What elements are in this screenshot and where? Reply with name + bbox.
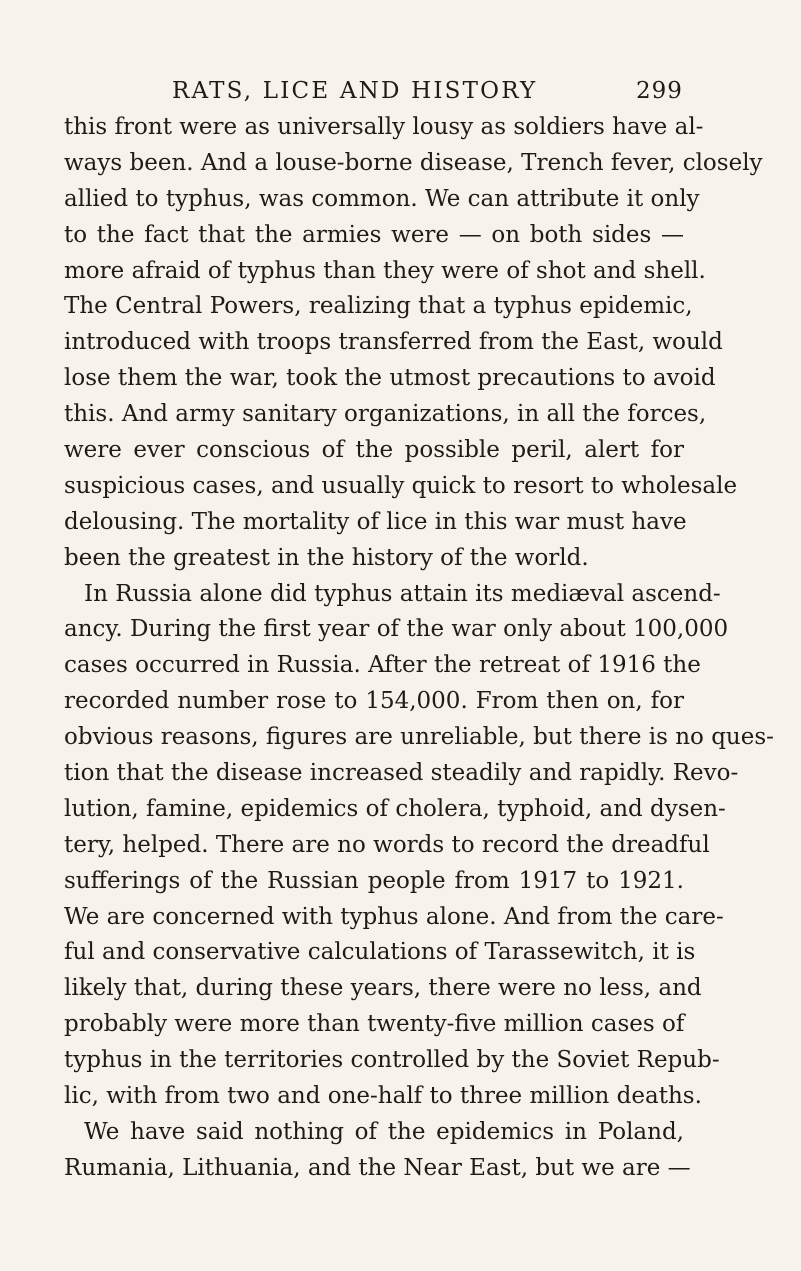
text-line: delousing. The mortality of lice in this war must have: [64, 508, 687, 535]
body-text: [64, 110, 774, 1187]
text-line: sufferings of the Russian people from 1917 to 1921.: [64, 867, 684, 894]
text-line: were ever conscious of the possible peril, alert for: [64, 437, 684, 464]
text-line: been the greatest in the history of the world.: [64, 544, 589, 571]
text-line: to the fact that the armies were — on both sides —: [64, 221, 684, 248]
text-line: We have said nothing of the epidemics in Poland,: [84, 1118, 684, 1145]
text-line: introduced with troops transferred from the East, would: [64, 329, 723, 356]
text-line: lic, with from two and one-half to three million deaths.: [64, 1083, 702, 1110]
text-line: this front were as universally lousy as soldiers have al-: [64, 114, 704, 140]
text-line: In Russia alone did typhus attain its mediæval ascend-: [84, 580, 721, 607]
text-line: recorded number rose to 154,000. From then on, for: [64, 688, 684, 715]
text-line: ancy. During the first year of the war only about 100,000: [64, 616, 729, 643]
text-line: obvious reasons, figures are unreliable, but there is no ques-: [64, 724, 774, 751]
page-number: 299: [636, 78, 683, 104]
text-line: ful and conservative calculations of Tarassewitch, it is: [64, 939, 696, 966]
text-line: tion that the disease increased steadily and rapidly. Revo-: [64, 760, 739, 787]
text-line: this. And army sanitary organizations, in all the forces,: [64, 401, 707, 428]
text-line: The Central Powers, realizing that a typhus epidemic,: [64, 293, 693, 320]
text-line: We are concerned with typhus alone. And from the care-: [64, 903, 724, 930]
text-line: lose them the war, took the utmost precautions to avoid: [64, 365, 716, 392]
text-line: suspicious cases, and usually quick to resort to wholesale: [64, 472, 738, 499]
text-line: allied to typhus, was common. We can attribute it only: [64, 185, 700, 212]
text-line: tery, helped. There are no words to record the dreadful: [64, 831, 710, 858]
text-line: lution, famine, epidemics of cholera, typhoid, and dysen-: [64, 795, 726, 822]
text-line: typhus in the territories controlled by the Soviet Repub-: [64, 1047, 720, 1074]
text-line: Rumania, Lithuania, and the Near East, but we are —: [64, 1154, 691, 1181]
text-line: ways been. And a louse-borne disease, Trench fever, closely: [64, 149, 763, 176]
text-line: cases occurred in Russia. After the retreat of 1916 the: [64, 652, 701, 679]
text-line: more afraid of typhus than they were of shot and shell.: [64, 257, 706, 284]
running-title: RATS, LICE AND HISTORY: [172, 78, 538, 104]
text-line: likely that, during these years, there were no less, and: [64, 975, 702, 1002]
running-head: [0, 74, 801, 114]
text-line: probably were more than twenty-five million cases of: [64, 1011, 685, 1038]
